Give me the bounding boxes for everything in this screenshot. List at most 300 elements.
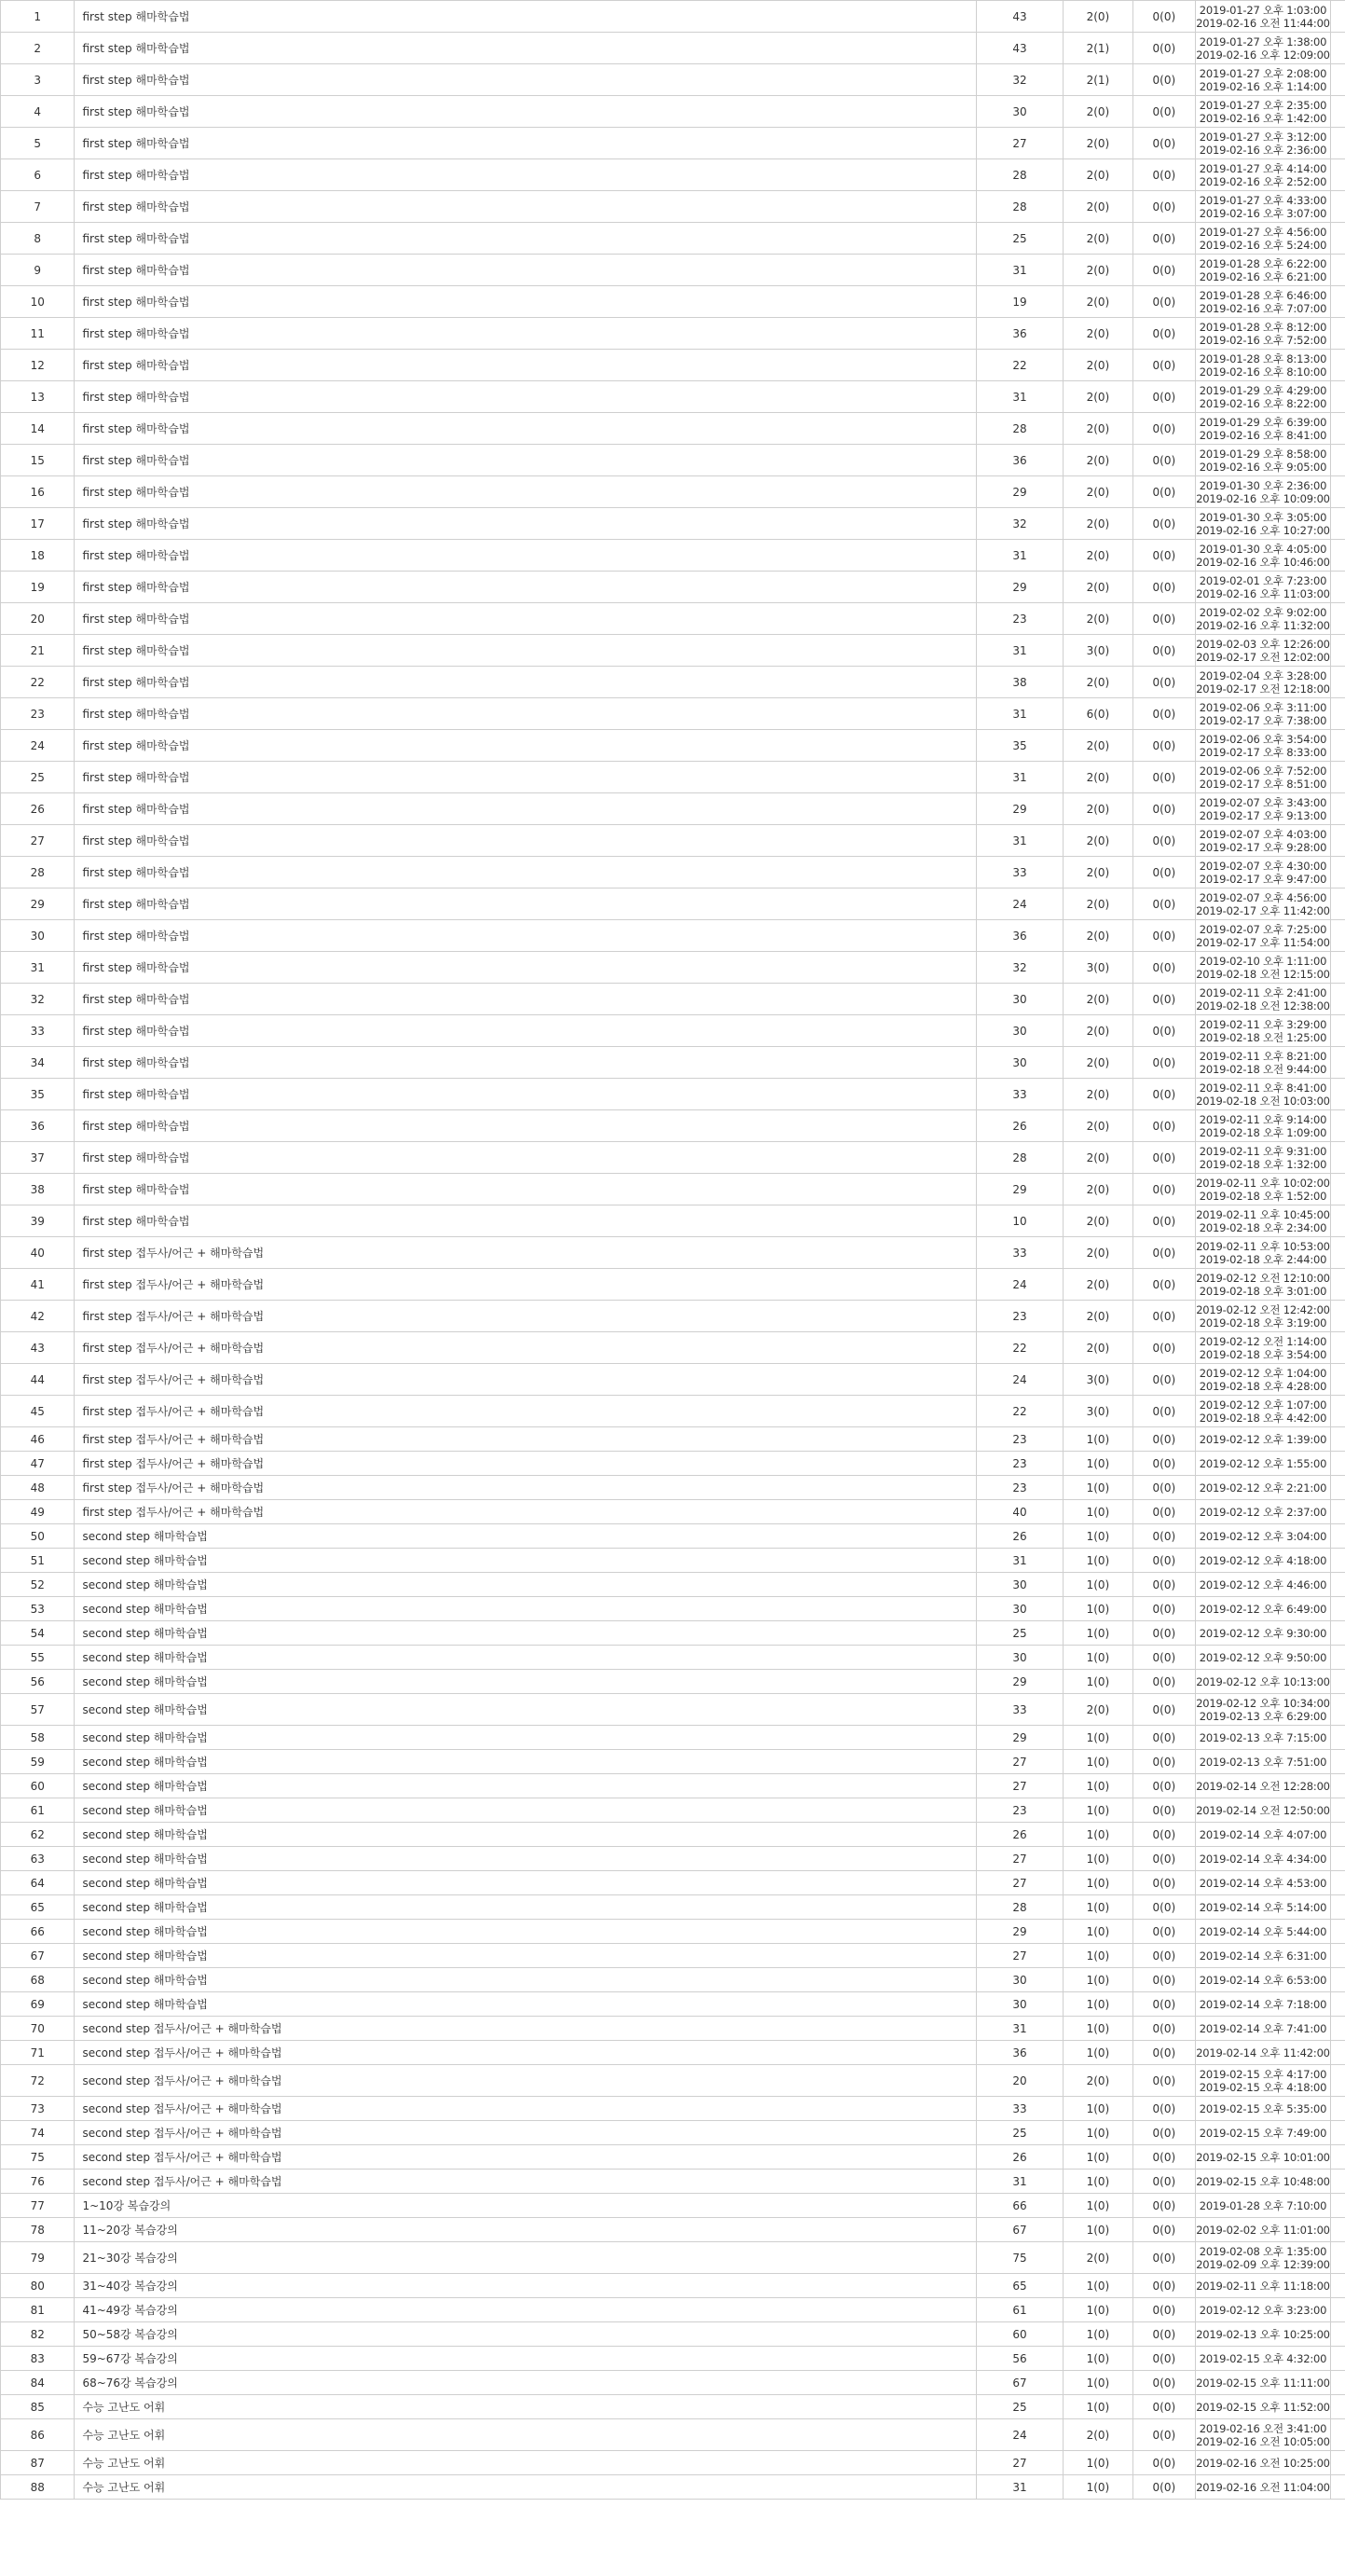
view-count: 1(0) bbox=[1064, 1549, 1132, 1573]
view-count: 1(0) bbox=[1064, 2347, 1132, 2371]
table-row bbox=[1, 1621, 1345, 1646]
view-count: 2(0) bbox=[1064, 318, 1132, 350]
table-row bbox=[1, 1364, 1345, 1396]
view-dates bbox=[1196, 1549, 1331, 1573]
view-date: 2019-02-17 오후 8:51:00 bbox=[1199, 777, 1327, 791]
view-dates bbox=[1196, 1, 1331, 33]
secondary-count: 0(0) bbox=[1132, 1110, 1196, 1142]
view-dates bbox=[1196, 64, 1331, 96]
view-date: 2019-02-06 오후 7:52:00 bbox=[1199, 764, 1327, 778]
overflow-column bbox=[1330, 2347, 1345, 2371]
secondary-count: 0(0) bbox=[1132, 1174, 1196, 1205]
table-row bbox=[1, 1015, 1345, 1047]
table-row bbox=[1, 762, 1345, 793]
lecture-number: 42 bbox=[1, 1301, 75, 1332]
lecture-length: 31 bbox=[976, 381, 1064, 413]
view-dates bbox=[1196, 857, 1331, 889]
lecture-title: first step 해마학습법 bbox=[75, 33, 976, 64]
view-dates bbox=[1196, 1694, 1331, 1726]
view-count: 3(0) bbox=[1064, 1396, 1132, 1427]
lecture-number: 10 bbox=[1, 286, 75, 318]
view-date: 2019-02-06 오후 3:11:00 bbox=[1199, 700, 1327, 714]
lecture-title: first step 해마학습법 bbox=[75, 1205, 976, 1237]
view-dates bbox=[1196, 1110, 1331, 1142]
lecture-number: 48 bbox=[1, 1476, 75, 1500]
table-row bbox=[1, 1823, 1345, 1847]
lecture-title: first step 해마학습법 bbox=[75, 64, 976, 96]
lecture-length: 25 bbox=[976, 1621, 1064, 1646]
lecture-number: 71 bbox=[1, 2041, 75, 2065]
lecture-length: 60 bbox=[976, 2322, 1064, 2347]
view-date: 2019-02-16 오후 6:21:00 bbox=[1199, 269, 1327, 283]
table-row bbox=[1, 2194, 1345, 2218]
lecture-number: 61 bbox=[1, 1798, 75, 1823]
view-date: 2019-02-01 오후 7:23:00 bbox=[1199, 573, 1327, 587]
view-dates bbox=[1196, 698, 1331, 730]
view-dates bbox=[1196, 540, 1331, 572]
lecture-title: second step 해마학습법 bbox=[75, 1992, 976, 2017]
table-row bbox=[1, 2242, 1345, 2274]
secondary-count: 0(0) bbox=[1132, 2298, 1196, 2322]
secondary-count: 0(0) bbox=[1132, 413, 1196, 445]
view-dates bbox=[1196, 2242, 1331, 2274]
view-dates bbox=[1196, 1871, 1331, 1895]
lecture-number: 6 bbox=[1, 159, 75, 191]
table-row bbox=[1, 2298, 1345, 2322]
view-dates bbox=[1196, 825, 1331, 857]
view-date: 2019-02-08 오후 1:35:00 bbox=[1199, 2244, 1327, 2258]
table-row bbox=[1, 1944, 1345, 1968]
table-row bbox=[1, 508, 1345, 540]
view-count: 2(0) bbox=[1064, 2242, 1132, 2274]
view-date: 2019-01-30 오후 2:36:00 bbox=[1199, 478, 1327, 492]
view-count: 1(0) bbox=[1064, 2475, 1132, 2500]
view-date: 2019-02-12 오후 1:07:00 bbox=[1199, 1398, 1327, 1412]
secondary-count: 0(0) bbox=[1132, 698, 1196, 730]
view-dates bbox=[1196, 603, 1331, 635]
overflow-column bbox=[1330, 1750, 1345, 1774]
overflow-column bbox=[1330, 1726, 1345, 1750]
secondary-count: 0(0) bbox=[1132, 920, 1196, 952]
lecture-number: 84 bbox=[1, 2371, 75, 2395]
view-dates bbox=[1196, 1500, 1331, 1524]
lecture-title: first step 해마학습법 bbox=[75, 191, 976, 223]
secondary-count: 0(0) bbox=[1132, 2347, 1196, 2371]
lecture-length: 31 bbox=[976, 2475, 1064, 2500]
view-count: 2(0) bbox=[1064, 1, 1132, 33]
view-count: 2(0) bbox=[1064, 2419, 1132, 2451]
table-row bbox=[1, 350, 1345, 381]
lecture-title: second step 해마학습법 bbox=[75, 1774, 976, 1798]
lecture-number: 87 bbox=[1, 2451, 75, 2475]
lecture-length: 67 bbox=[976, 2371, 1064, 2395]
secondary-count: 0(0) bbox=[1132, 2121, 1196, 2145]
secondary-count: 0(0) bbox=[1132, 1079, 1196, 1110]
view-date: 2019-02-16 오후 9:05:00 bbox=[1199, 460, 1327, 474]
table-row bbox=[1, 286, 1345, 318]
overflow-column bbox=[1330, 572, 1345, 603]
view-date: 2019-01-28 오후 6:22:00 bbox=[1199, 256, 1327, 270]
view-date: 2019-02-04 오후 3:28:00 bbox=[1199, 668, 1327, 682]
lecture-number: 25 bbox=[1, 762, 75, 793]
lecture-title: second step 해마학습법 bbox=[75, 1750, 976, 1774]
view-dates bbox=[1196, 2065, 1331, 2097]
view-date: 2019-02-14 오후 7:41:00 bbox=[1199, 2021, 1327, 2035]
lecture-number: 19 bbox=[1, 572, 75, 603]
secondary-count: 0(0) bbox=[1132, 1726, 1196, 1750]
overflow-column bbox=[1330, 1142, 1345, 1174]
lecture-number: 86 bbox=[1, 2419, 75, 2451]
secondary-count: 0(0) bbox=[1132, 2242, 1196, 2274]
secondary-count: 0(0) bbox=[1132, 2218, 1196, 2242]
view-date: 2019-02-12 오후 4:18:00 bbox=[1199, 1553, 1327, 1567]
lecture-length: 24 bbox=[976, 2419, 1064, 2451]
overflow-column bbox=[1330, 1524, 1345, 1549]
view-dates bbox=[1196, 381, 1331, 413]
view-date: 2019-02-02 오후 9:02:00 bbox=[1199, 605, 1327, 619]
lecture-title: first step 접두사/어근 + 해마학습법 bbox=[75, 1332, 976, 1364]
view-count: 2(0) bbox=[1064, 128, 1132, 159]
secondary-count: 0(0) bbox=[1132, 1476, 1196, 1500]
view-dates bbox=[1196, 1920, 1331, 1944]
view-count: 2(0) bbox=[1064, 730, 1132, 762]
view-count: 6(0) bbox=[1064, 698, 1132, 730]
overflow-column bbox=[1330, 2218, 1345, 2242]
secondary-count: 0(0) bbox=[1132, 223, 1196, 255]
overflow-column bbox=[1330, 286, 1345, 318]
secondary-count: 0(0) bbox=[1132, 445, 1196, 476]
lecture-title: first step 해마학습법 bbox=[75, 381, 976, 413]
table-row bbox=[1, 635, 1345, 667]
view-dates bbox=[1196, 476, 1331, 508]
view-date: 2019-02-18 오후 4:28:00 bbox=[1199, 1379, 1327, 1393]
lecture-title: first step 접두사/어근 + 해마학습법 bbox=[75, 1476, 976, 1500]
overflow-column bbox=[1330, 984, 1345, 1015]
table-row bbox=[1, 1237, 1345, 1269]
lecture-length: 30 bbox=[976, 1015, 1064, 1047]
lecture-number: 21 bbox=[1, 635, 75, 667]
view-date: 2019-02-18 오후 3:01:00 bbox=[1199, 1284, 1327, 1298]
view-date: 2019-02-14 오후 7:18:00 bbox=[1199, 1997, 1327, 2011]
view-count: 2(0) bbox=[1064, 857, 1132, 889]
view-count: 2(0) bbox=[1064, 96, 1132, 128]
view-dates bbox=[1196, 2170, 1331, 2194]
lecture-length: 28 bbox=[976, 1142, 1064, 1174]
view-count: 2(0) bbox=[1064, 825, 1132, 857]
secondary-count: 0(0) bbox=[1132, 2194, 1196, 2218]
lecture-title: 31~40강 복습강의 bbox=[75, 2274, 976, 2298]
overflow-column bbox=[1330, 1237, 1345, 1269]
view-dates bbox=[1196, 223, 1331, 255]
secondary-count: 0(0) bbox=[1132, 2322, 1196, 2347]
view-dates bbox=[1196, 255, 1331, 286]
secondary-count: 0(0) bbox=[1132, 793, 1196, 825]
secondary-count: 0(0) bbox=[1132, 540, 1196, 572]
view-date: 2019-02-15 오후 11:11:00 bbox=[1196, 2376, 1330, 2390]
view-date: 2019-02-12 오후 9:50:00 bbox=[1199, 1650, 1327, 1664]
view-date: 2019-02-15 오후 4:18:00 bbox=[1199, 2080, 1327, 2094]
overflow-column bbox=[1330, 1110, 1345, 1142]
table-row bbox=[1, 64, 1345, 96]
view-date: 2019-02-12 오후 1:55:00 bbox=[1199, 1456, 1327, 1470]
view-date: 2019-01-28 오후 6:46:00 bbox=[1199, 288, 1327, 302]
secondary-count: 0(0) bbox=[1132, 1646, 1196, 1670]
lecture-title: first step 접두사/어근 + 해마학습법 bbox=[75, 1452, 976, 1476]
overflow-column bbox=[1330, 223, 1345, 255]
lecture-number: 4 bbox=[1, 96, 75, 128]
table-row bbox=[1, 1798, 1345, 1823]
lecture-number: 18 bbox=[1, 540, 75, 572]
view-date: 2019-02-07 오후 3:43:00 bbox=[1199, 795, 1327, 809]
lecture-length: 31 bbox=[976, 825, 1064, 857]
overflow-column bbox=[1330, 1895, 1345, 1920]
lecture-title: first step 해마학습법 bbox=[75, 1015, 976, 1047]
lecture-title: first step 해마학습법 bbox=[75, 1110, 976, 1142]
lecture-title: 11~20강 복습강의 bbox=[75, 2218, 976, 2242]
view-count: 2(0) bbox=[1064, 572, 1132, 603]
overflow-column bbox=[1330, 2298, 1345, 2322]
overflow-column bbox=[1330, 793, 1345, 825]
lecture-length: 27 bbox=[976, 1750, 1064, 1774]
lecture-length: 75 bbox=[976, 2242, 1064, 2274]
lecture-title: second step 접두사/어근 + 해마학습법 bbox=[75, 2121, 976, 2145]
table-row bbox=[1, 1694, 1345, 1726]
view-dates bbox=[1196, 889, 1331, 920]
view-date: 2019-02-17 오후 7:38:00 bbox=[1199, 713, 1327, 727]
table-row bbox=[1, 1205, 1345, 1237]
view-date: 2019-02-15 오후 7:49:00 bbox=[1199, 2126, 1327, 2140]
lecture-title: second step 해마학습법 bbox=[75, 1920, 976, 1944]
lecture-length: 28 bbox=[976, 159, 1064, 191]
view-date: 2019-02-16 오전 11:04:00 bbox=[1196, 2480, 1330, 2494]
view-count: 2(0) bbox=[1064, 1079, 1132, 1110]
lecture-title: second step 해마학습법 bbox=[75, 1944, 976, 1968]
secondary-count: 0(0) bbox=[1132, 318, 1196, 350]
lecture-number: 68 bbox=[1, 1968, 75, 1992]
view-count: 2(0) bbox=[1064, 1269, 1132, 1301]
view-dates bbox=[1196, 2322, 1331, 2347]
view-date: 2019-02-12 오후 2:37:00 bbox=[1199, 1505, 1327, 1519]
secondary-count: 0(0) bbox=[1132, 1269, 1196, 1301]
view-count: 1(0) bbox=[1064, 1823, 1132, 1847]
lecture-number: 53 bbox=[1, 1597, 75, 1621]
lecture-number: 80 bbox=[1, 2274, 75, 2298]
table-row bbox=[1, 1174, 1345, 1205]
overflow-column bbox=[1330, 730, 1345, 762]
lecture-length: 29 bbox=[976, 1174, 1064, 1205]
overflow-column bbox=[1330, 128, 1345, 159]
view-date: 2019-02-16 오전 10:25:00 bbox=[1196, 2456, 1330, 2470]
view-date: 2019-02-07 오후 4:30:00 bbox=[1199, 859, 1327, 873]
view-date: 2019-02-16 오후 3:07:00 bbox=[1199, 206, 1327, 220]
lecture-number: 14 bbox=[1, 413, 75, 445]
lecture-title: first step 해마학습법 bbox=[75, 730, 976, 762]
lecture-length: 30 bbox=[976, 1047, 1064, 1079]
overflow-column bbox=[1330, 1205, 1345, 1237]
view-count: 1(0) bbox=[1064, 2121, 1132, 2145]
lecture-length: 30 bbox=[976, 1573, 1064, 1597]
view-date: 2019-01-28 오후 8:12:00 bbox=[1199, 320, 1327, 334]
lecture-length: 36 bbox=[976, 2041, 1064, 2065]
view-count: 2(0) bbox=[1064, 381, 1132, 413]
view-date: 2019-02-16 오후 5:24:00 bbox=[1199, 238, 1327, 252]
view-dates bbox=[1196, 1798, 1331, 1823]
lecture-number: 83 bbox=[1, 2347, 75, 2371]
secondary-count: 0(0) bbox=[1132, 286, 1196, 318]
lecture-number: 56 bbox=[1, 1670, 75, 1694]
overflow-column bbox=[1330, 159, 1345, 191]
lecture-number: 36 bbox=[1, 1110, 75, 1142]
lecture-number: 46 bbox=[1, 1427, 75, 1452]
view-date: 2019-02-16 오후 2:36:00 bbox=[1199, 143, 1327, 157]
view-date: 2019-01-27 오후 4:56:00 bbox=[1199, 225, 1327, 239]
secondary-count: 0(0) bbox=[1132, 1427, 1196, 1452]
overflow-column bbox=[1330, 1573, 1345, 1597]
overflow-column bbox=[1330, 350, 1345, 381]
lecture-title: first step 해마학습법 bbox=[75, 984, 976, 1015]
lecture-number: 16 bbox=[1, 476, 75, 508]
overflow-column bbox=[1330, 1798, 1345, 1823]
lecture-title: 1~10강 복습강의 bbox=[75, 2194, 976, 2218]
view-date: 2019-02-06 오후 3:54:00 bbox=[1199, 732, 1327, 746]
view-date: 2019-02-12 오후 9:30:00 bbox=[1199, 1626, 1327, 1640]
lecture-number: 85 bbox=[1, 2395, 75, 2419]
view-dates bbox=[1196, 1895, 1331, 1920]
table-row bbox=[1, 445, 1345, 476]
overflow-column bbox=[1330, 508, 1345, 540]
table-row bbox=[1, 2170, 1345, 2194]
table-row bbox=[1, 381, 1345, 413]
secondary-count: 0(0) bbox=[1132, 96, 1196, 128]
lecture-length: 20 bbox=[976, 2065, 1064, 2097]
view-date: 2019-02-07 오후 4:03:00 bbox=[1199, 827, 1327, 841]
lecture-number: 31 bbox=[1, 952, 75, 984]
secondary-count: 0(0) bbox=[1132, 1549, 1196, 1573]
lecture-length: 27 bbox=[976, 1774, 1064, 1798]
lecture-number: 26 bbox=[1, 793, 75, 825]
table-row bbox=[1, 2347, 1345, 2371]
secondary-count: 0(0) bbox=[1132, 730, 1196, 762]
lecture-number: 7 bbox=[1, 191, 75, 223]
view-dates bbox=[1196, 984, 1331, 1015]
overflow-column bbox=[1330, 1871, 1345, 1895]
view-dates bbox=[1196, 2145, 1331, 2170]
view-date: 2019-02-18 오후 2:34:00 bbox=[1199, 1220, 1327, 1234]
view-date: 2019-02-17 오후 8:33:00 bbox=[1199, 745, 1327, 759]
lecture-number: 73 bbox=[1, 2097, 75, 2121]
lecture-length: 32 bbox=[976, 64, 1064, 96]
lecture-length: 67 bbox=[976, 2218, 1064, 2242]
view-date: 2019-02-16 오후 10:27:00 bbox=[1196, 523, 1330, 537]
view-date: 2019-02-16 오전 10:05:00 bbox=[1196, 2434, 1330, 2448]
overflow-column bbox=[1330, 1500, 1345, 1524]
lecture-length: 33 bbox=[976, 1237, 1064, 1269]
secondary-count: 0(0) bbox=[1132, 1823, 1196, 1847]
view-dates bbox=[1196, 1573, 1331, 1597]
view-dates bbox=[1196, 318, 1331, 350]
lecture-title: second step 해마학습법 bbox=[75, 1895, 976, 1920]
view-count: 2(0) bbox=[1064, 1174, 1132, 1205]
overflow-column bbox=[1330, 2322, 1345, 2347]
view-dates bbox=[1196, 1944, 1331, 1968]
view-date: 2019-02-14 오후 11:42:00 bbox=[1196, 2046, 1330, 2059]
lecture-title: first step 접두사/어근 + 해마학습법 bbox=[75, 1301, 976, 1332]
lecture-title: first step 해마학습법 bbox=[75, 667, 976, 698]
secondary-count: 0(0) bbox=[1132, 159, 1196, 191]
view-date: 2019-02-13 오후 10:25:00 bbox=[1196, 2327, 1330, 2341]
view-date: 2019-02-11 오후 2:41:00 bbox=[1199, 985, 1327, 999]
view-date: 2019-02-11 오후 10:53:00 bbox=[1196, 1239, 1330, 1253]
overflow-column bbox=[1330, 889, 1345, 920]
view-date: 2019-02-15 오후 10:48:00 bbox=[1196, 2174, 1330, 2188]
secondary-count: 0(0) bbox=[1132, 1847, 1196, 1871]
view-count: 2(0) bbox=[1064, 476, 1132, 508]
view-dates bbox=[1196, 730, 1331, 762]
lecture-number: 47 bbox=[1, 1452, 75, 1476]
table-row bbox=[1, 2475, 1345, 2500]
view-count: 1(0) bbox=[1064, 1871, 1132, 1895]
lecture-number: 9 bbox=[1, 255, 75, 286]
view-count: 1(0) bbox=[1064, 1968, 1132, 1992]
view-count: 2(0) bbox=[1064, 508, 1132, 540]
lecture-number: 29 bbox=[1, 889, 75, 920]
lecture-title: first step 해마학습법 bbox=[75, 825, 976, 857]
view-date: 2019-02-16 오후 10:09:00 bbox=[1196, 491, 1330, 505]
view-date: 2019-02-18 오후 1:52:00 bbox=[1199, 1189, 1327, 1203]
lecture-title: second step 해마학습법 bbox=[75, 1694, 976, 1726]
overflow-column bbox=[1330, 1823, 1345, 1847]
lecture-number: 69 bbox=[1, 1992, 75, 2017]
view-date: 2019-01-29 오후 4:29:00 bbox=[1199, 383, 1327, 397]
lecture-length: 30 bbox=[976, 1646, 1064, 1670]
lecture-number: 79 bbox=[1, 2242, 75, 2274]
lecture-number: 72 bbox=[1, 2065, 75, 2097]
view-date: 2019-02-15 오후 4:17:00 bbox=[1199, 2067, 1327, 2081]
secondary-count: 0(0) bbox=[1132, 857, 1196, 889]
lecture-length: 30 bbox=[976, 1992, 1064, 2017]
table-row bbox=[1, 667, 1345, 698]
secondary-count: 0(0) bbox=[1132, 1396, 1196, 1427]
table-row bbox=[1, 889, 1345, 920]
table-row bbox=[1, 2065, 1345, 2097]
lecture-length: 33 bbox=[976, 2097, 1064, 2121]
lecture-length: 27 bbox=[976, 2451, 1064, 2475]
lecture-title: first step 해마학습법 bbox=[75, 96, 976, 128]
view-date: 2019-02-14 오전 12:28:00 bbox=[1196, 1779, 1330, 1793]
view-dates bbox=[1196, 1621, 1331, 1646]
secondary-count: 0(0) bbox=[1132, 64, 1196, 96]
lecture-title: first step 해마학습법 bbox=[75, 1174, 976, 1205]
view-count: 1(0) bbox=[1064, 1774, 1132, 1798]
table-row bbox=[1, 1, 1345, 33]
view-date: 2019-02-14 오후 6:31:00 bbox=[1199, 1949, 1327, 1963]
table-row bbox=[1, 1871, 1345, 1895]
overflow-column bbox=[1330, 635, 1345, 667]
lecture-title: first step 해마학습법 bbox=[75, 1142, 976, 1174]
lecture-number: 35 bbox=[1, 1079, 75, 1110]
secondary-count: 0(0) bbox=[1132, 1992, 1196, 2017]
view-date: 2019-02-10 오후 1:11:00 bbox=[1199, 954, 1327, 968]
overflow-column bbox=[1330, 2017, 1345, 2041]
view-date: 2019-02-12 오후 2:21:00 bbox=[1199, 1481, 1327, 1495]
view-date: 2019-02-18 오후 4:42:00 bbox=[1199, 1411, 1327, 1425]
secondary-count: 0(0) bbox=[1132, 255, 1196, 286]
lecture-number: 3 bbox=[1, 64, 75, 96]
table-row bbox=[1, 1920, 1345, 1944]
secondary-count: 0(0) bbox=[1132, 2041, 1196, 2065]
view-dates bbox=[1196, 159, 1331, 191]
secondary-count: 0(0) bbox=[1132, 1920, 1196, 1944]
